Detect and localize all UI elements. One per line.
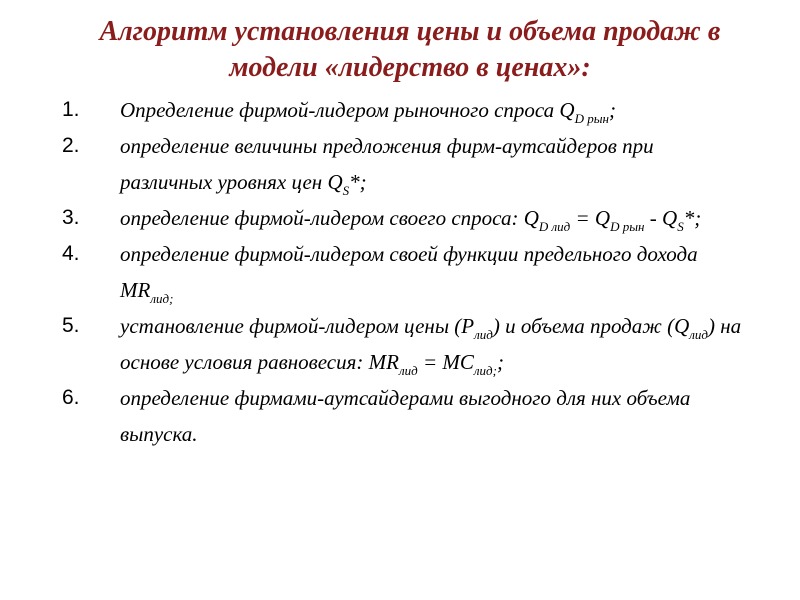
step-text bbox=[120, 236, 750, 308]
step-number: 2. bbox=[62, 134, 80, 157]
step-number: 4. bbox=[62, 242, 80, 265]
subscript: D рын bbox=[610, 219, 645, 234]
step-text-run: ) на основе условия равновесия: MR bbox=[120, 314, 742, 374]
step-text-run: установление фирмой-лидером цены (P bbox=[120, 314, 475, 338]
step-text-run: определение фирмой-лидером своей функции предельного дохода MR bbox=[120, 242, 698, 302]
subscript: D лид bbox=[538, 219, 571, 234]
subscript: S bbox=[342, 183, 350, 198]
step-text bbox=[120, 380, 750, 452]
step-text-run: Определение фирмой-лидером рыночного спроса Q bbox=[120, 98, 575, 122]
step-number: 3. bbox=[62, 206, 80, 229]
step-item bbox=[0, 200, 800, 236]
step-text-run: - Q bbox=[644, 206, 678, 230]
step-item bbox=[0, 92, 800, 128]
slide-title: Алгоритм установления цены и объема продаж в модели «лидерство в ценах»: bbox=[99, 16, 721, 83]
subscript: лид bbox=[474, 327, 493, 342]
step-text-run: = Q bbox=[570, 206, 611, 230]
step-item bbox=[0, 128, 800, 200]
step-item bbox=[0, 380, 800, 452]
step-text bbox=[120, 200, 750, 236]
subscript: лид bbox=[689, 327, 709, 342]
step-text bbox=[120, 92, 750, 128]
subscript: лид; bbox=[150, 291, 174, 306]
step-number: 6. bbox=[62, 386, 80, 409]
algorithm-steps-list bbox=[0, 92, 800, 452]
step-text-run: = MC bbox=[417, 350, 474, 374]
step-text-run: ; bbox=[496, 350, 504, 374]
subscript: S bbox=[677, 219, 684, 234]
step-text-run: *; bbox=[683, 206, 702, 230]
step-text-run: ; bbox=[609, 98, 616, 122]
step-text-run: определение фирмой-лидером своего спроса: Q bbox=[120, 206, 539, 230]
subscript: D рын bbox=[574, 111, 609, 126]
step-text-run: определение фирмами-аутсайдерами выгодного для них объема выпуска. bbox=[120, 386, 691, 446]
step-number: 5. bbox=[62, 314, 80, 337]
step-text-run: определение величины предложения фирм-аутсайдеров при различных уровнях цен Q bbox=[120, 134, 654, 194]
step-text bbox=[120, 128, 750, 200]
subscript: лид; bbox=[473, 363, 497, 378]
step-item bbox=[0, 236, 800, 308]
step-item bbox=[0, 308, 800, 380]
step-number: 1. bbox=[62, 98, 80, 121]
step-text-run: *; bbox=[349, 170, 367, 194]
step-text-run: ) и объема продаж (Q bbox=[492, 314, 690, 338]
step-text bbox=[120, 308, 750, 380]
subscript: лид bbox=[398, 363, 418, 378]
